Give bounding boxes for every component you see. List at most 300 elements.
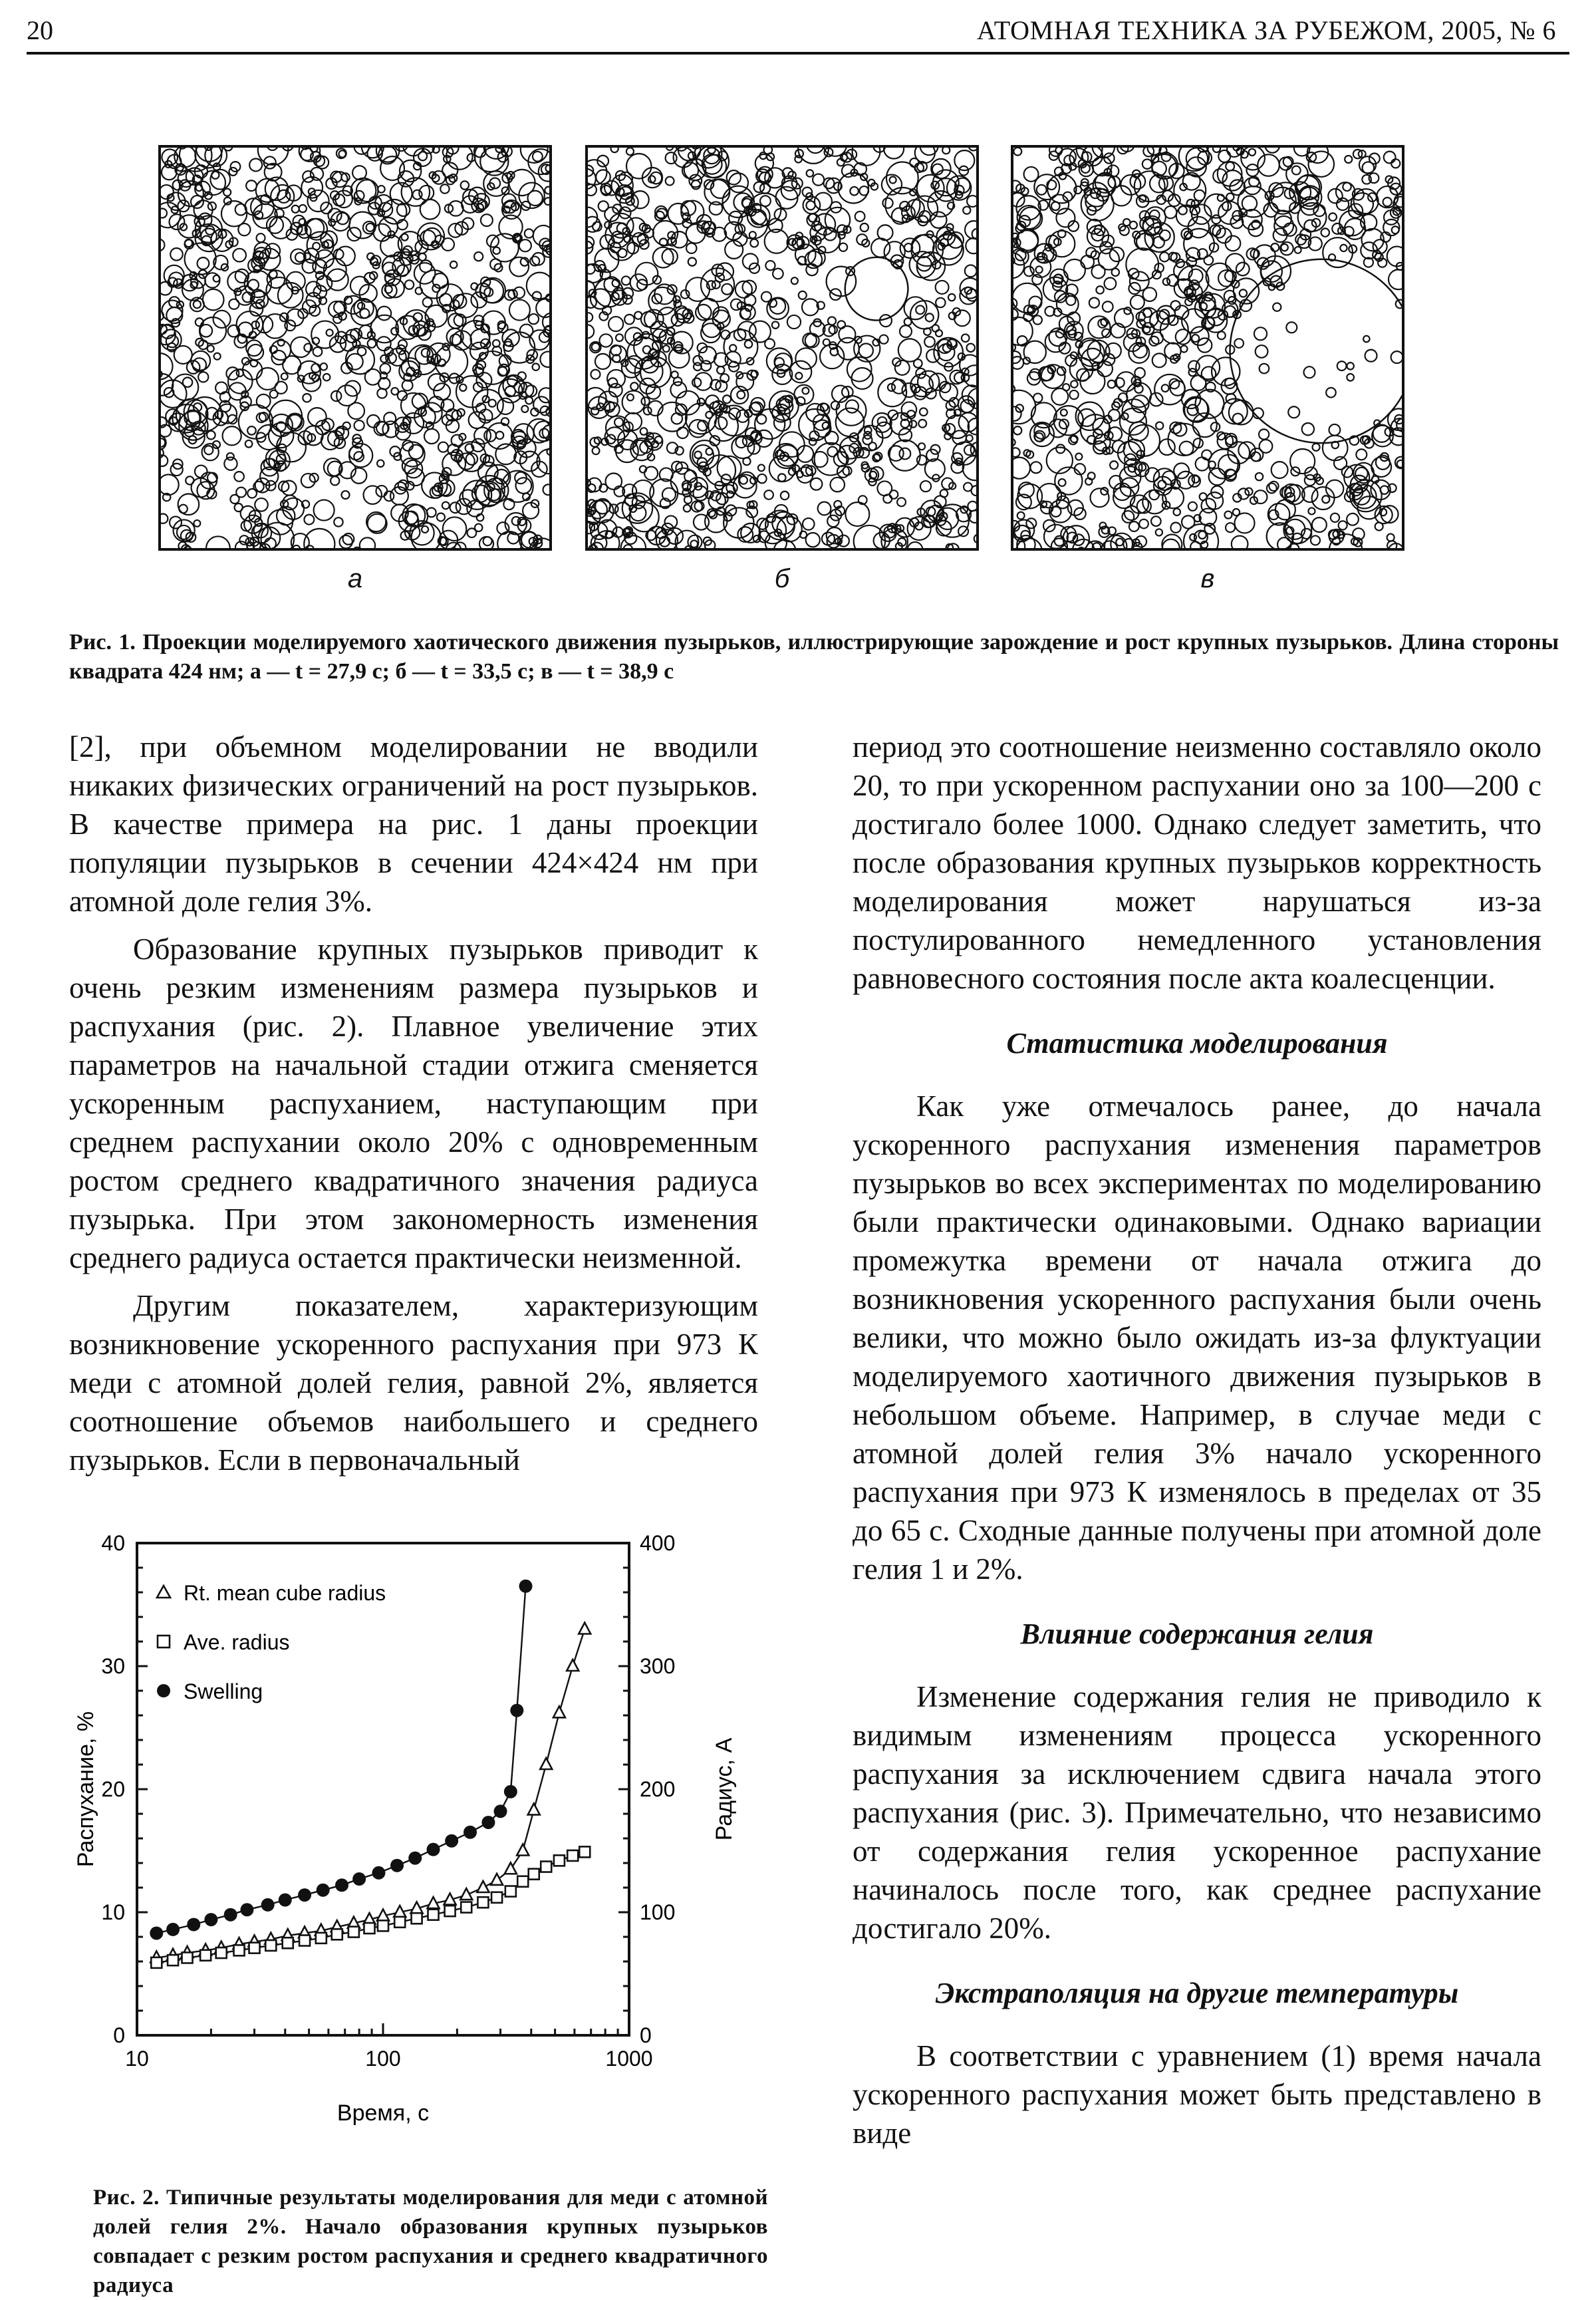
bubble xyxy=(213,311,231,328)
bubble xyxy=(723,395,731,403)
bubble xyxy=(940,490,948,497)
data-point xyxy=(494,1804,507,1818)
bubble xyxy=(186,476,194,484)
bubble xyxy=(1345,156,1352,163)
bubble xyxy=(299,205,307,212)
bubble xyxy=(1356,449,1367,460)
x-axis-label: Время, с xyxy=(336,2100,430,2126)
data-point xyxy=(166,1923,180,1936)
bubble xyxy=(409,445,423,459)
left-paragraph-1: [2], при объемном моделировании не вводили никаких физических ограничений на рост пузырьков. В качестве примера на рис. 1 даны проекции популяции пузырьков в сечении 424×424 нм при атомной доле гелия 3%. xyxy=(69,730,758,918)
bubble xyxy=(364,486,382,503)
bubble xyxy=(1363,162,1375,174)
bubble xyxy=(221,264,228,271)
data-point xyxy=(517,1876,528,1887)
data-point xyxy=(481,1816,495,1829)
bubble xyxy=(737,391,745,399)
bubble xyxy=(334,517,342,526)
bubble xyxy=(1391,351,1402,363)
left-paragraph-3: Другим показателем, характеризующим возникновение ускоренного распухания при 973 К меди с атомной долей гелия, равной 2%, является соотношение объемов наибольшего и среднего пузырьков. Если в первоначальный xyxy=(69,1289,758,1477)
bubble xyxy=(525,229,533,237)
bubble xyxy=(533,152,543,162)
bubble xyxy=(543,484,549,495)
bubble xyxy=(924,337,935,347)
bubble xyxy=(304,515,314,525)
section-heading-helium: Влияние содержания гелия xyxy=(1020,1618,1374,1650)
bubble xyxy=(1030,462,1041,473)
bubble xyxy=(1363,336,1369,342)
bubble xyxy=(1295,247,1301,253)
data-point xyxy=(464,1826,477,1839)
bubble xyxy=(1017,512,1025,519)
bubble xyxy=(595,354,610,369)
bubble xyxy=(384,492,394,502)
bubble xyxy=(624,315,634,325)
bubble xyxy=(591,370,600,379)
data-point xyxy=(510,1704,523,1717)
bubble xyxy=(221,201,247,226)
bubble xyxy=(1389,269,1402,289)
bubble xyxy=(493,247,499,254)
data-point xyxy=(540,1758,552,1769)
bubble xyxy=(1024,167,1039,182)
bubble xyxy=(1256,345,1268,358)
bubble xyxy=(1273,303,1281,311)
data-point xyxy=(299,1936,310,1946)
bubble xyxy=(509,300,530,321)
bubble xyxy=(1230,180,1245,195)
bubble xyxy=(1013,439,1015,446)
bubble xyxy=(1267,523,1293,548)
bubble xyxy=(770,298,785,313)
bubble xyxy=(1267,484,1277,494)
data-point xyxy=(491,1892,502,1903)
bubble xyxy=(203,289,224,311)
bubble xyxy=(1074,186,1081,194)
bubble xyxy=(969,148,976,150)
bubble xyxy=(1037,185,1047,195)
bubble xyxy=(839,243,847,251)
bubble xyxy=(198,257,209,269)
bubble xyxy=(803,518,815,530)
bubble xyxy=(681,201,704,223)
y-left-tick-label: 0 xyxy=(113,2023,125,2047)
bubble xyxy=(773,269,783,279)
bubble xyxy=(1029,297,1041,309)
bubble xyxy=(895,360,910,375)
bubble xyxy=(1384,152,1396,164)
bubble xyxy=(354,420,364,430)
bubble xyxy=(926,349,940,362)
bubble xyxy=(521,406,528,412)
bubble xyxy=(1153,237,1164,248)
bubble xyxy=(1033,315,1042,324)
bubble xyxy=(223,189,231,196)
bubble xyxy=(283,356,301,374)
bubble xyxy=(1186,148,1208,169)
bubble xyxy=(440,184,449,193)
bubble xyxy=(402,178,430,206)
bubble xyxy=(642,168,662,188)
data-point xyxy=(283,1938,293,1948)
bubble xyxy=(249,158,262,171)
data-point xyxy=(378,1920,388,1931)
bubble xyxy=(345,380,360,396)
bubble xyxy=(807,170,813,176)
bubble xyxy=(1149,337,1158,346)
y-right-tick-label: 100 xyxy=(640,1900,676,1924)
bubble xyxy=(613,527,623,537)
bubble xyxy=(1110,461,1118,469)
bubble xyxy=(423,297,432,307)
header-rule xyxy=(27,52,1569,55)
bubble xyxy=(1156,529,1162,535)
bubble xyxy=(194,520,200,527)
bubble xyxy=(377,388,386,398)
bubble xyxy=(1226,162,1234,171)
bubble xyxy=(541,406,549,416)
bubble xyxy=(838,173,868,204)
figure1-panel-c xyxy=(1011,145,1404,551)
bubble xyxy=(348,402,364,419)
bubble xyxy=(1162,539,1180,548)
bubble xyxy=(424,429,439,444)
bubble xyxy=(688,535,702,548)
bubble xyxy=(1226,194,1234,201)
bubble xyxy=(1077,369,1089,381)
bubble xyxy=(942,148,950,154)
data-point xyxy=(579,1846,590,1857)
bubble xyxy=(1365,350,1377,362)
bubble xyxy=(365,369,381,385)
data-point xyxy=(216,1947,227,1958)
bubble xyxy=(831,401,839,409)
bubble xyxy=(170,248,183,261)
bubble xyxy=(630,382,638,390)
bubble xyxy=(795,372,802,379)
bubble xyxy=(1089,298,1099,308)
bubble xyxy=(730,345,736,351)
bubble xyxy=(367,415,380,428)
bubble xyxy=(528,191,543,206)
bubble xyxy=(813,319,821,326)
bubble xyxy=(611,148,618,152)
bubble xyxy=(292,206,299,213)
bubble xyxy=(665,515,678,528)
bubble xyxy=(414,313,422,321)
bubble xyxy=(588,313,593,321)
bubble xyxy=(349,212,376,239)
bubble xyxy=(1170,523,1180,533)
bubble xyxy=(1265,148,1280,153)
bubble xyxy=(1013,448,1020,457)
bubble xyxy=(737,410,749,422)
bubble xyxy=(760,184,770,194)
bubble xyxy=(592,343,600,351)
bubble xyxy=(622,276,630,285)
bubble xyxy=(1160,252,1169,261)
bubble xyxy=(606,473,622,489)
bubble xyxy=(1066,296,1075,305)
bubble xyxy=(1234,339,1244,348)
bubble xyxy=(1240,289,1247,297)
bubble xyxy=(323,374,330,380)
bubble xyxy=(802,299,819,315)
bubble xyxy=(1117,372,1136,391)
bubble xyxy=(942,478,953,490)
bubble xyxy=(461,181,469,189)
y-left-tick-label: 10 xyxy=(101,1900,125,1924)
bubble xyxy=(1069,436,1077,444)
bubble xyxy=(1091,265,1105,278)
data-point xyxy=(204,1913,217,1926)
bubble xyxy=(1233,509,1240,515)
bubble xyxy=(397,204,410,216)
section-heading-statistics: Статистика моделирования xyxy=(1006,1027,1388,1060)
bubble xyxy=(1162,471,1176,484)
bubble xyxy=(925,459,945,479)
figure1-caption-text: Проекции моделируемого хаотического движения пузырьков, иллюстрирующие зарождение и рост крупных пузырьков. Длина стороны квадрата 424 нм; а — t = 27,9 с; б — t = 33,5 с; в — t = 38,9 с xyxy=(69,630,1559,684)
bubble xyxy=(293,545,300,548)
bubble xyxy=(618,249,626,257)
left-column xyxy=(69,728,758,1489)
bubble xyxy=(954,150,974,170)
bubble xyxy=(241,506,255,521)
right-column xyxy=(853,728,1541,2162)
bubble xyxy=(1232,536,1248,548)
bubble xyxy=(307,190,329,212)
bubble xyxy=(652,294,662,304)
bubble xyxy=(936,281,949,294)
bubble xyxy=(641,312,656,327)
bubble xyxy=(1134,368,1144,378)
bubble xyxy=(540,352,549,367)
bubble xyxy=(899,448,910,460)
bubble xyxy=(694,514,709,529)
y-axis-label-left: Распухание, % xyxy=(73,1711,98,1868)
legend-label: Swelling xyxy=(184,1679,263,1703)
data-point xyxy=(265,1940,276,1951)
bubble xyxy=(807,148,824,153)
bubble xyxy=(545,198,549,205)
bubble xyxy=(692,445,714,466)
bubble xyxy=(1105,278,1117,290)
data-point xyxy=(234,1945,245,1955)
bubble xyxy=(588,297,597,308)
bubble xyxy=(207,345,214,352)
bubble xyxy=(717,366,724,374)
bubble xyxy=(963,207,970,214)
y-axis-label-right: Радиус, А xyxy=(712,1737,737,1841)
bubble xyxy=(1191,375,1206,390)
bubble xyxy=(731,299,742,311)
bubble xyxy=(1091,488,1109,507)
bubble xyxy=(1188,217,1210,238)
bubble xyxy=(890,177,896,184)
bubble xyxy=(757,474,766,483)
bubble xyxy=(460,384,466,391)
bubble xyxy=(1353,150,1362,158)
bubble xyxy=(686,243,696,253)
bubble xyxy=(1139,519,1148,529)
bubble xyxy=(1269,482,1278,491)
data-point xyxy=(461,1902,471,1913)
bubble xyxy=(890,440,920,471)
bubble xyxy=(926,313,934,321)
bubble xyxy=(161,239,164,251)
bubble xyxy=(877,481,892,496)
bubble xyxy=(806,533,820,547)
bubble xyxy=(1156,422,1163,429)
bubble xyxy=(1309,151,1334,176)
bubble xyxy=(694,452,701,458)
bubble xyxy=(422,526,428,533)
bubble xyxy=(341,491,349,499)
bubble xyxy=(1329,424,1341,436)
page-number: 20 xyxy=(27,15,53,45)
bubble xyxy=(527,273,549,299)
bubble xyxy=(966,344,974,352)
bubble xyxy=(351,178,376,204)
data-point xyxy=(529,1869,539,1880)
data-point xyxy=(408,1852,422,1865)
bubble xyxy=(778,474,785,481)
legend-label: Rt. mean cube radius xyxy=(184,1581,386,1605)
bubble xyxy=(257,233,265,242)
bubble xyxy=(1275,500,1295,519)
bubble xyxy=(1164,343,1180,359)
bubble xyxy=(201,171,225,196)
bubble xyxy=(1226,523,1235,532)
bubble xyxy=(954,310,970,326)
bubble xyxy=(1064,259,1085,281)
bubble xyxy=(1347,513,1359,525)
bubble xyxy=(533,396,549,412)
bubble xyxy=(1013,406,1021,421)
bubble xyxy=(1337,198,1349,210)
legend-marker xyxy=(157,1586,170,1598)
bubble xyxy=(1151,516,1161,526)
bubble xyxy=(1182,515,1194,528)
bubble xyxy=(765,339,775,349)
bubble xyxy=(1212,215,1220,223)
y-right-tick-label: 200 xyxy=(640,1777,676,1801)
bubble xyxy=(1283,223,1296,235)
bubble xyxy=(1180,346,1187,353)
data-point xyxy=(317,1884,330,1897)
bubble xyxy=(614,418,623,426)
bubble xyxy=(1259,429,1269,439)
bubble xyxy=(918,420,926,428)
data-point xyxy=(249,1943,260,1953)
bubble xyxy=(850,187,859,196)
bubble xyxy=(496,432,503,439)
bubble xyxy=(1056,444,1065,453)
bubble xyxy=(328,462,342,476)
bubble xyxy=(1213,148,1220,152)
bubble xyxy=(761,292,771,302)
bubble xyxy=(1103,301,1113,312)
bubble xyxy=(1218,150,1230,162)
bubble xyxy=(1047,448,1073,474)
bubble xyxy=(211,172,219,179)
bubble xyxy=(450,502,461,513)
bubble xyxy=(1292,166,1301,175)
bubble xyxy=(888,410,898,420)
data-point xyxy=(394,1917,405,1928)
bubble xyxy=(662,249,678,264)
bubble xyxy=(227,453,234,460)
data-point xyxy=(477,1897,488,1908)
bubble xyxy=(964,483,972,492)
bubble xyxy=(1075,453,1082,460)
bubble xyxy=(861,223,868,231)
bubble xyxy=(248,279,259,290)
bubble xyxy=(228,369,252,394)
y-right-tick-label: 0 xyxy=(640,2023,652,2047)
bubble xyxy=(207,431,215,440)
data-point xyxy=(445,1906,456,1916)
bubble xyxy=(313,347,323,357)
bubble xyxy=(855,212,865,221)
data-point xyxy=(316,1933,327,1943)
bubble xyxy=(391,388,398,395)
bubble xyxy=(245,440,253,448)
bubble xyxy=(206,536,230,548)
bubble xyxy=(598,201,608,211)
bubble xyxy=(237,370,243,376)
bubble xyxy=(314,500,334,521)
bubble xyxy=(795,348,817,369)
data-point xyxy=(348,1927,359,1938)
bubble xyxy=(1311,535,1320,545)
data-point xyxy=(150,1926,163,1940)
bubble xyxy=(442,502,450,509)
bubble xyxy=(750,239,758,247)
bubble xyxy=(1340,245,1347,251)
bubble xyxy=(640,428,648,435)
bubble xyxy=(936,330,942,337)
bubble xyxy=(758,464,765,471)
data-point xyxy=(151,1957,162,1968)
bubble xyxy=(533,363,539,370)
figure2-caption xyxy=(93,2183,768,2300)
bubble xyxy=(161,438,165,447)
bubble xyxy=(1200,493,1207,500)
bubble xyxy=(883,494,892,503)
bubble xyxy=(739,476,747,484)
bubble xyxy=(469,412,485,428)
bubble xyxy=(161,425,171,437)
bubble xyxy=(1116,539,1123,546)
bubble xyxy=(967,196,976,207)
bubble xyxy=(799,291,807,299)
bubble xyxy=(908,542,922,548)
bubble xyxy=(591,535,607,548)
y-right-tick-label: 300 xyxy=(640,1654,676,1678)
bubble xyxy=(377,460,384,467)
bubble xyxy=(698,398,705,406)
data-point xyxy=(352,1872,366,1886)
bubble xyxy=(684,505,691,512)
bubble xyxy=(616,334,623,341)
bubble xyxy=(1308,507,1315,514)
bubble xyxy=(882,198,892,208)
bubble xyxy=(231,162,241,172)
bubble xyxy=(495,264,503,272)
bubble xyxy=(593,447,600,454)
bubble xyxy=(1196,457,1209,470)
